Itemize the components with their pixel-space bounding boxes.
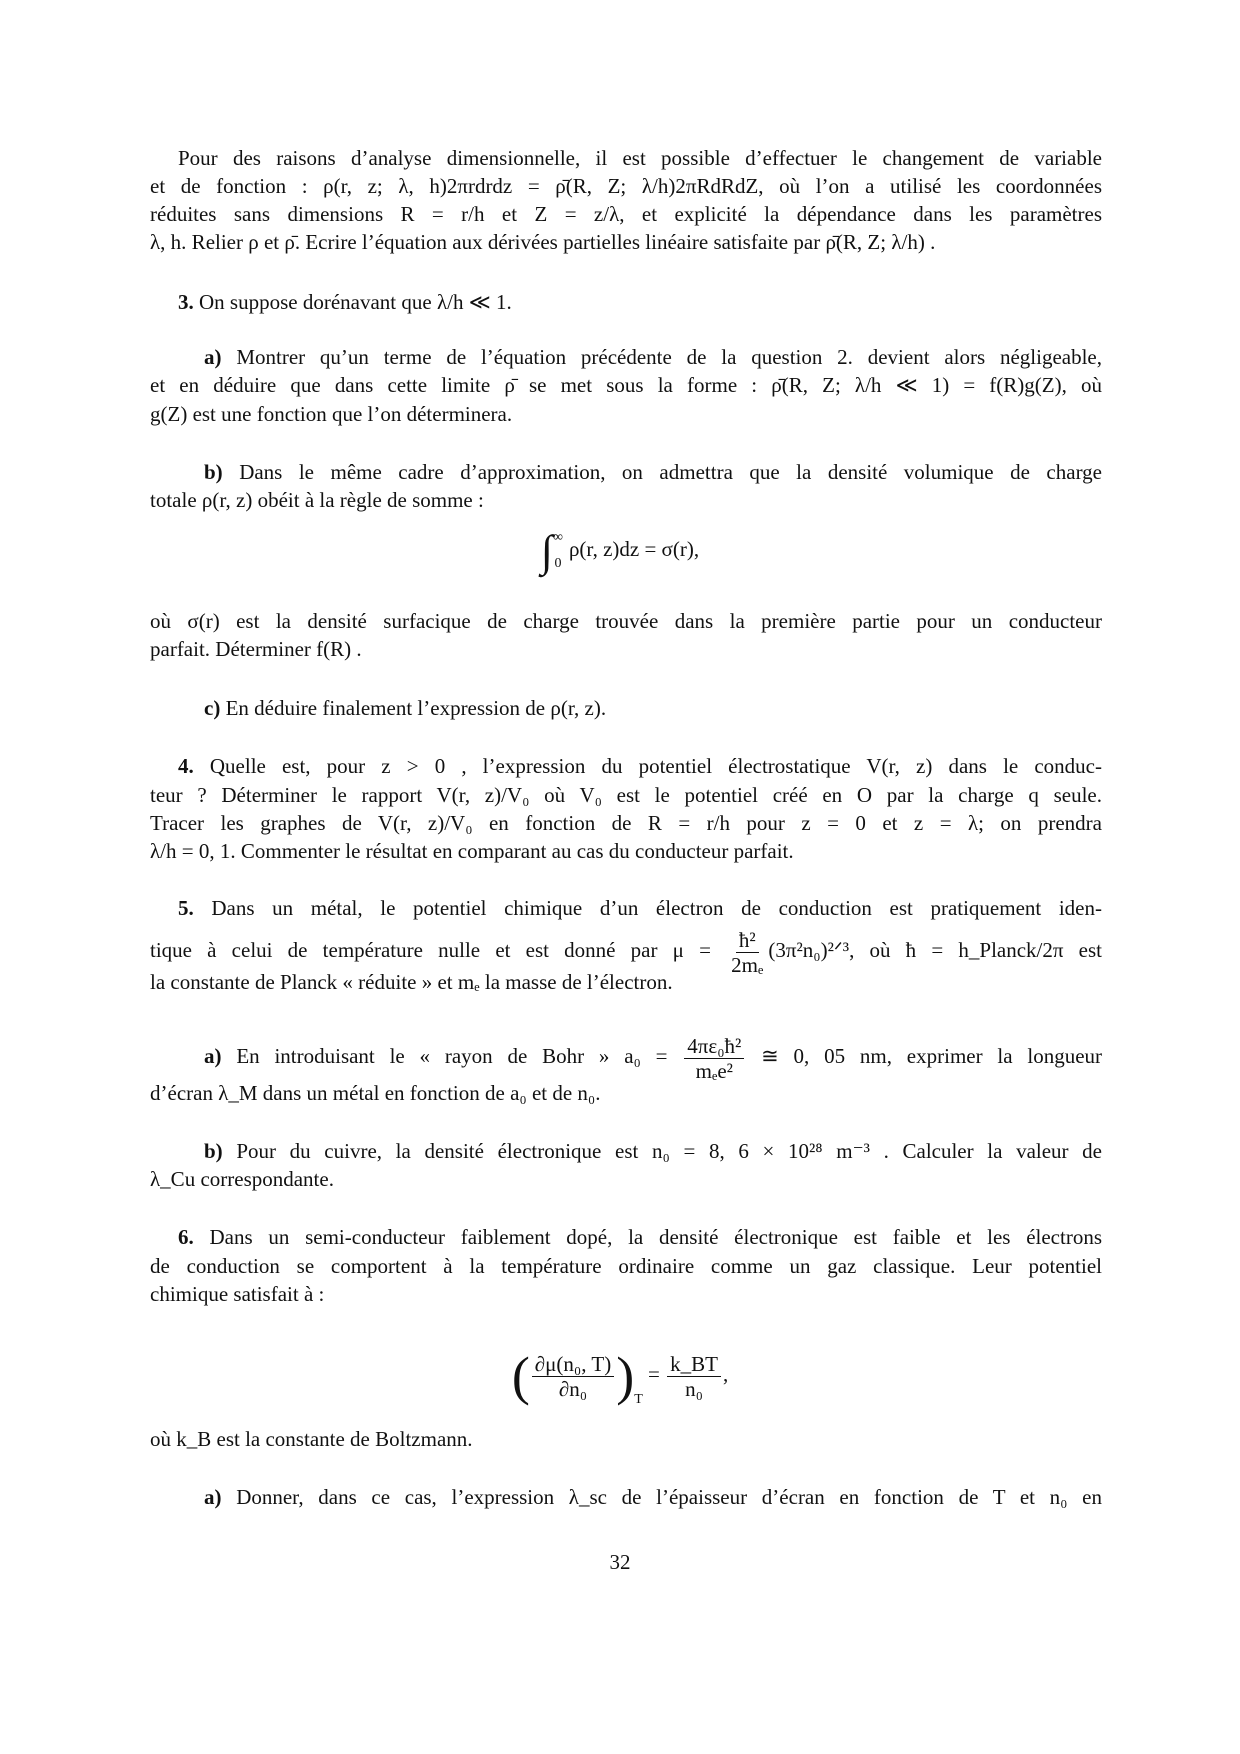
equals: =: [648, 1361, 666, 1386]
question-label: 4.: [178, 754, 194, 778]
text-line: λ/h = 0, 1. Commenter le résultat en comparant au cas du conducteur parfait.: [150, 839, 794, 863]
integrand: ρ(r, z)dz = σ(r),: [568, 536, 700, 561]
fraction: [667, 1352, 721, 1401]
text: ≅ 0, 05 nm, exprimer la longueur: [761, 1044, 1103, 1068]
question-3: [178, 288, 1102, 316]
text-line: où σ(r) est la densité surfacique de charge trouvée dans la première partie pour un conducteur: [150, 609, 1102, 633]
text: ,: [722, 1361, 729, 1386]
text-line: et en déduire que dans cette limite ρ̄ se met sous la forme : ρ̄(R, Z; λ/h ≪ 1) = f(R)g(Z), où: [150, 373, 1102, 397]
integral-sign: ∫: [540, 526, 553, 576]
text-line: Tracer les graphes de V(r, z)/V₀ en fonction de R = r/h pour z = 0 et z = λ; on prendra: [150, 811, 1102, 835]
text-line: la constante de Planck « réduite » et mₑ la masse de l’électron.: [150, 970, 673, 994]
upper-limit: ∞: [552, 530, 563, 545]
text: Pour du cuivre, la densité électronique est n₀ = 8, 6 × 10²⁸ m⁻³ . Calculer la valeur de: [236, 1139, 1103, 1163]
text-line: et de fonction : ρ(r, z; λ, h)2πrdrdz = ρ̄(R, Z; λ/h)2πRdRdZ, où l’on a utilisé les coordonnées: [150, 174, 1102, 198]
question-6: [178, 1223, 1102, 1251]
question-5: [178, 894, 1102, 922]
chemical-potential-equation: [0, 1345, 1240, 1408]
numerator: 4πε₀ħ²: [684, 1034, 744, 1059]
question-6a: [204, 1483, 1102, 1511]
text-line: totale ρ(r, z) obéit à la règle de somme :: [150, 488, 484, 512]
text: (3π²n₀)²ᐟ³, où ħ = h_Planck/2π est: [768, 938, 1102, 962]
question-3c: [204, 694, 1102, 722]
text: En déduire finalement l’expression de ρ(r, z).: [225, 696, 607, 720]
text-line: d’écran λ_M dans un métal en fonction de a₀ et de n₀.: [150, 1081, 601, 1105]
question-5a: [204, 1028, 1102, 1084]
text-line: teur ? Déterminer le rapport V(r, z)/V₀ où V₀ est le potentiel créé en O par la charge q seule.: [150, 783, 1102, 807]
question-label: c): [204, 696, 221, 720]
denominator: ∂n₀: [558, 1376, 588, 1401]
text: Dans le même cadre d’approximation, on admettra que la densité volumique de charge: [239, 460, 1103, 484]
integral-equation: [0, 525, 1240, 577]
text-line: où k_B est la constante de Boltzmann.: [150, 1427, 473, 1451]
text: En introduisant le « rayon de Bohr » a₀ =: [236, 1044, 668, 1068]
question-3a: [204, 343, 1102, 371]
subscript: T: [634, 1391, 643, 1407]
question-label: 5.: [178, 896, 194, 920]
question-label: a): [204, 1485, 222, 1509]
text-line: de conduction se comportent à la température ordinaire comme un gaz classique. Leur potentiel: [150, 1254, 1102, 1278]
question-5b: [204, 1137, 1102, 1165]
question-3b: [204, 458, 1102, 486]
question-label: b): [204, 1139, 223, 1163]
text: Dans un semi-conducteur faiblement dopé, la densité électronique est faible et les électrons: [209, 1225, 1102, 1249]
text-line: λ, h. Relier ρ et ρ̄. Ecrire l’équation aux dérivées partielles linéaire satisfaite par ρ̄(R, Z; λ/h) .: [150, 230, 936, 254]
question-label: a): [204, 345, 222, 369]
numerator: ∂μ(n₀, T): [532, 1352, 614, 1377]
text: Dans un métal, le potentiel chimique d’un électron de conduction est pratiquement iden-: [211, 896, 1102, 920]
text-line: chimique satisfait à :: [150, 1282, 325, 1306]
question-4: [178, 752, 1102, 780]
denominator: 2mₑ: [731, 952, 764, 977]
question-label: 3.: [178, 290, 194, 314]
left-paren: (: [511, 1346, 530, 1406]
text: Donner, dans ce cas, l’expression λ_sc de l’épaisseur d’écran en fonction de T et n₀ en: [236, 1485, 1102, 1509]
text: On suppose dorénavant que λ/h ≪ 1.: [199, 290, 512, 314]
text-line: réduites sans dimensions R = r/h et Z = z/λ, et explicité la dépendance dans les paramètres: [150, 202, 1102, 226]
text-line: parfait. Déterminer f(R) .: [150, 637, 362, 661]
denominator: mₑe²: [695, 1058, 733, 1083]
text-line: λ_Cu correspondante.: [150, 1167, 334, 1191]
text: Quelle est, pour z > 0 , l’expression du potentiel électrostatique V(r, z) dans le conduc-: [209, 754, 1102, 778]
lower-limit: 0: [554, 556, 562, 571]
denominator: n₀: [685, 1376, 703, 1401]
question-label: 6.: [178, 1225, 194, 1249]
numerator: ħ²: [736, 928, 759, 953]
text-line: g(Z) est une fonction que l’on déterminera.: [150, 402, 513, 426]
fraction: [532, 1352, 614, 1401]
fraction: [684, 1034, 744, 1083]
numerator: k_BT: [667, 1352, 721, 1377]
text-line: Pour des raisons d’analyse dimensionnelle, il est possible d’effectuer le changement de variable: [178, 146, 1102, 170]
page-number: 32: [609, 1550, 631, 1574]
text: Montrer qu’un terme de l’équation précédente de la question 2. devient alors négligeable,: [236, 345, 1103, 369]
question-label: b): [204, 460, 223, 484]
right-paren: ): [616, 1346, 635, 1406]
text: tique à celui de température nulle et est donné par μ =: [150, 938, 711, 962]
question-label: a): [204, 1044, 222, 1068]
